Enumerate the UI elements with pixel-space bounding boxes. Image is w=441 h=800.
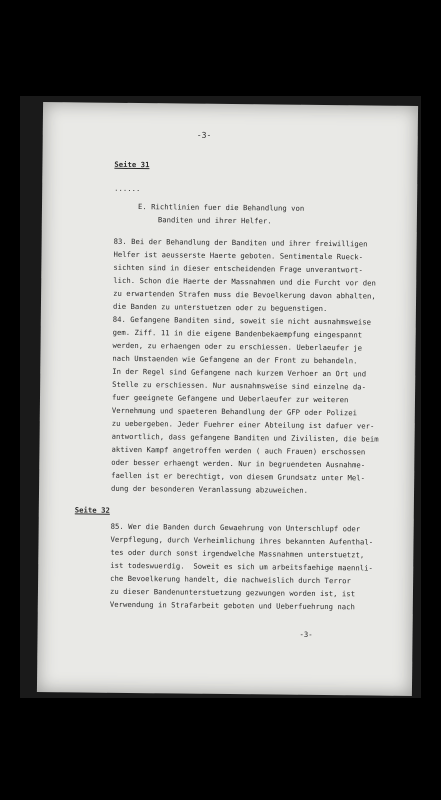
p83-line: die Banden zu unterstuetzen oder zu beguenstigen. [112, 301, 328, 314]
p83-line: Helfer ist aeusserste Haerte geboten. Sentimentale Rueck- [113, 249, 364, 262]
heading-line-1: E. Richtlinien fuer die Behandlung von [137, 202, 305, 213]
p85-line: ist todeswuerdig. Soweit es sich um arbeitsfaehige maennli- [110, 560, 373, 573]
p85-line: che Bevoelkerung handelt, die nachweislich durch Terror [110, 573, 351, 586]
p84-line: Vernehmung und spaeteren Behandlung der GFP oder Polizei [111, 405, 358, 418]
p84-line: dung der besonderen Veranlassung abzuweichen. [111, 483, 309, 495]
p84-line: werden, zu erhaengen oder zu erschiessen. Ueberlaeufer je [112, 340, 363, 353]
p84-line: zu uebergeben. Jeder Fuehrer einer Abteilung ist dafuer ver- [111, 418, 375, 431]
page-number-bottom: -3- [299, 629, 313, 639]
page-number-top: -3- [196, 130, 212, 140]
document-page [37, 102, 418, 696]
p85-line: Verpflegung, durch Verheimlichung ihres bekannten Aufenthal- [110, 534, 374, 547]
p83-line: zu erwartenden Strafen muss die Bevoelkerung davon abhalten, [113, 288, 376, 301]
p84-line: faellen ist er berechtigt, von diesem Grundsatz unter Mel- [111, 470, 366, 483]
p83-line: 83. Bei der Behandlung der Banditen und ihrer freiwilligen [113, 236, 368, 249]
p84-line: nach Umstaenden wie Gefangene an der Front zu behandeln. [112, 353, 358, 366]
p84-line: Stelle zu erschiessen. Nur ausnahmsweise sind einzelne da- [112, 379, 367, 392]
p84-line: fuer geeignete Gefangene und Ueberlaeufer zur weiteren [111, 392, 349, 405]
seite-31-label: Seite 31 [114, 159, 150, 170]
p83-line: lich. Schon die Haerte der Massnahmen und die Furcht vor den [113, 275, 376, 288]
ellipsis-dots: ...... [114, 183, 141, 194]
p84-line: 84. Gefangene Banditen sind, soweit sie nicht ausnahmsweise [112, 314, 372, 327]
p83-line: sichten sind in dieser entscheidenden Frage unverantwort- [113, 262, 363, 275]
p84-line: antwortlich, dass gefangene Banditen und Zivilisten, die beim [111, 431, 379, 444]
p85-line: Verwendung in Strafarbeit geboten und Ueberfuehrung nach [109, 599, 356, 612]
heading-line-2: Banditen und ihrer Helfer. [157, 215, 272, 226]
p85-line: 85. Wer die Banden durch Gewaehrung von Unterschlupf oder [110, 521, 361, 534]
p84-line: aktiven Kampf angetroffen werden ( auch Frauen) erschossen [111, 444, 366, 457]
p84-line: In der Regel sind Gefangene nach kurzem Verhoer an Ort und [112, 366, 367, 379]
p84-line: oder besser erhaengt werden. Nur in begruendeten Ausnahme- [111, 457, 366, 470]
p85-line: tes oder durch sonst irgendwelche Massnahmen unterstuetzt, [110, 547, 365, 560]
seite-32-label: Seite 32 [74, 505, 110, 515]
p85-line: zu dieser Bandenunterstuetzung gezwungen worden ist, ist [109, 586, 356, 599]
p84-line: gem. Ziff. 11 in die eigene Bandenbekaempfung eingespannt [112, 327, 363, 340]
